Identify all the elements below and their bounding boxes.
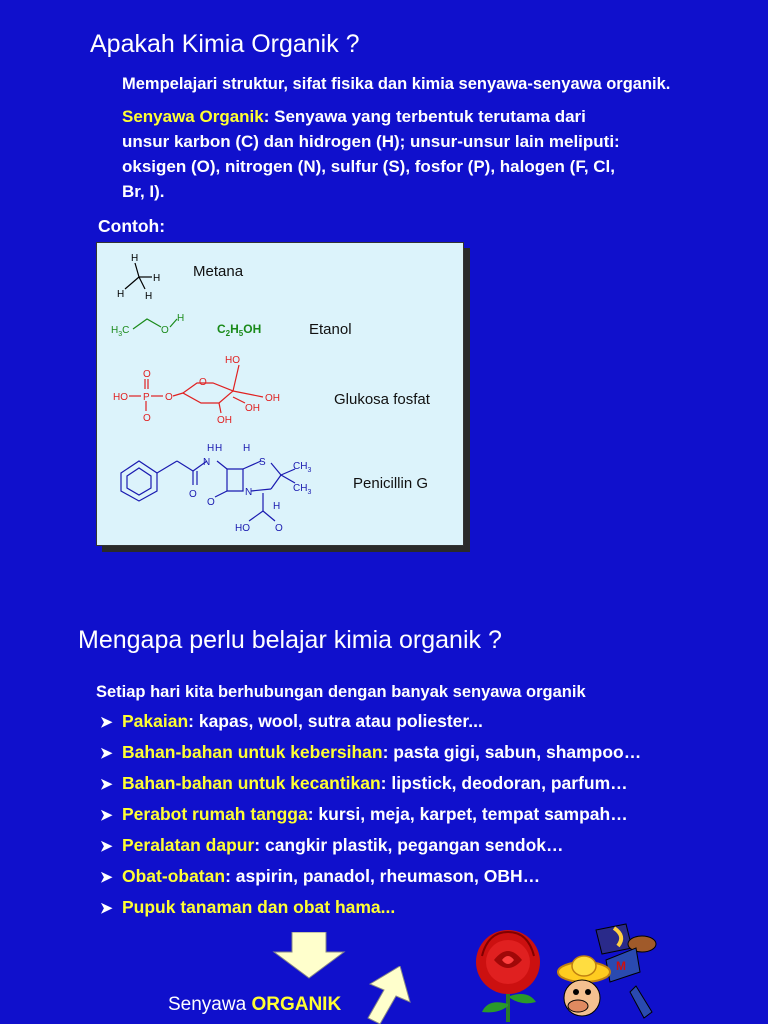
list-item-term: Peralatan dapur bbox=[122, 835, 255, 855]
list-item-text: : kapas, wool, sutra atau poliester... bbox=[188, 711, 483, 731]
list-item bbox=[100, 866, 540, 887]
definition-line-3: oksigen (O), nitrogen (N), sulfur (S), fosfor (P), halogen (F, Cl, bbox=[122, 157, 615, 176]
list-item-term: Bahan-bahan untuk kebersihan bbox=[122, 742, 383, 762]
svg-text:H: H bbox=[117, 289, 125, 300]
arrow-bullet-icon: ➤ bbox=[100, 776, 113, 793]
svg-text:HO: HO bbox=[225, 355, 240, 366]
definition-block bbox=[122, 104, 620, 204]
list-item-term: Obat-obatan bbox=[122, 866, 226, 886]
svg-text:CH3: $CH_3$ bbox=[293, 483, 312, 496]
svg-text:N: N bbox=[203, 457, 211, 468]
svg-text:M: M bbox=[616, 959, 626, 973]
list-item-text: : aspirin, panadol, rheumason, OBH… bbox=[225, 866, 541, 886]
list-item bbox=[100, 742, 641, 763]
svg-text:S: S bbox=[259, 457, 266, 468]
svg-text:H: H bbox=[153, 273, 161, 284]
footer-caption bbox=[168, 994, 341, 1016]
curved-arrow-icon bbox=[366, 966, 412, 1024]
svg-text:O: O bbox=[161, 325, 169, 336]
svg-text:OH: OH bbox=[217, 415, 232, 426]
list-item bbox=[100, 897, 395, 918]
svg-text:P: P bbox=[143, 392, 150, 403]
list-item-text: ... bbox=[380, 897, 396, 917]
svg-text:O: O bbox=[143, 413, 151, 424]
example-name-glukosa-fosfat: Glukosa fosfat bbox=[334, 391, 430, 408]
footer-prefix: Senyawa bbox=[168, 994, 252, 1015]
svg-text:H: H bbox=[207, 443, 215, 454]
cartoon-character-clipart-icon bbox=[556, 922, 660, 1024]
definition-term: Senyawa Organik bbox=[122, 107, 264, 126]
list-item-text: : cangkir plastik, pegangan sendok… bbox=[254, 835, 564, 855]
list-item bbox=[100, 773, 628, 794]
list-item-text: : kursi, meja, karpet, tempat sampah… bbox=[307, 804, 628, 824]
list-item-term: Pakaian bbox=[122, 711, 189, 731]
section1-title: Apakah Kimia Organik ? bbox=[90, 30, 360, 58]
definition-line-1: : Senyawa yang terbentuk terutama dari bbox=[263, 107, 586, 126]
list-item bbox=[100, 711, 483, 732]
arrow-bullet-icon: ➤ bbox=[100, 745, 113, 762]
svg-text:C2H5OH: $C_2H_5OH$ bbox=[217, 322, 262, 338]
svg-text:O: O bbox=[143, 369, 151, 380]
rose-clipart-icon bbox=[458, 926, 558, 1024]
svg-text:O: O bbox=[199, 377, 207, 388]
svg-text:H: H bbox=[273, 501, 281, 512]
section2-title: Mengapa perlu belajar kimia organik ? bbox=[78, 626, 502, 654]
svg-text:O: O bbox=[207, 497, 215, 508]
list-item-text: : pasta gigi, sabun, shampoo… bbox=[382, 742, 642, 762]
arrow-bullet-icon: ➤ bbox=[100, 714, 113, 731]
svg-text:H: H bbox=[131, 253, 139, 264]
svg-text:OH: OH bbox=[245, 403, 260, 414]
svg-text:O: O bbox=[189, 489, 197, 500]
definition-line-4: Br, I). bbox=[122, 182, 165, 201]
list-item bbox=[100, 804, 628, 825]
svg-text:H: H bbox=[243, 443, 251, 454]
svg-text:HO: HO bbox=[113, 392, 128, 403]
arrow-bullet-icon: ➤ bbox=[100, 807, 113, 824]
svg-text:H3C: $H_3C$ bbox=[111, 325, 130, 338]
svg-text:H: H bbox=[215, 443, 223, 454]
section2-intro: Setiap hari kita berhubungan dengan banyak senyawa organik bbox=[96, 683, 586, 701]
list-item-term: Bahan-bahan untuk kecantikan bbox=[122, 773, 381, 793]
arrow-bullet-icon: ➤ bbox=[100, 869, 113, 886]
penicillin-g-structure bbox=[115, 439, 325, 539]
footer-emphasis: ORGANIK bbox=[251, 994, 342, 1015]
list-item bbox=[100, 835, 564, 856]
example-label: Contoh: bbox=[98, 216, 166, 236]
list-item-term: Perabot rumah tangga bbox=[122, 804, 308, 824]
svg-text:HO: HO bbox=[235, 523, 250, 534]
list-item-term: Pupuk tanaman dan obat hama bbox=[122, 897, 381, 917]
example-name-penicillin-g: Penicillin G bbox=[353, 475, 429, 492]
arrow-bullet-icon: ➤ bbox=[100, 838, 113, 855]
glukosa-fosfat-structure bbox=[113, 351, 293, 427]
list-item-text: : lipstick, deodoran, parfum… bbox=[380, 773, 628, 793]
section1-intro: Mempelajari struktur, sifat fisika dan kimia senyawa-senyawa organik. bbox=[122, 75, 671, 93]
examples-panel bbox=[96, 242, 464, 546]
down-arrow-icon bbox=[272, 932, 346, 980]
example-name-metana: Metana bbox=[193, 263, 244, 280]
svg-text:CH3: $CH_3$ bbox=[293, 461, 312, 474]
svg-text:OH: OH bbox=[265, 393, 280, 404]
svg-text:O: O bbox=[165, 392, 173, 403]
arrow-bullet-icon: ➤ bbox=[100, 900, 113, 917]
etanol-structure bbox=[111, 309, 195, 343]
svg-text:O: O bbox=[275, 523, 283, 534]
example-name-etanol: Etanol bbox=[309, 321, 352, 338]
metana-structure bbox=[107, 249, 177, 305]
svg-text:H: H bbox=[177, 313, 185, 324]
svg-text:H: H bbox=[145, 291, 153, 302]
definition-line-2: unsur karbon (C) dan hidrogen (H); unsur-unsur lain meliputi: bbox=[122, 132, 620, 151]
svg-text:N: N bbox=[245, 487, 253, 498]
etanol-condensed-formula bbox=[217, 319, 277, 339]
